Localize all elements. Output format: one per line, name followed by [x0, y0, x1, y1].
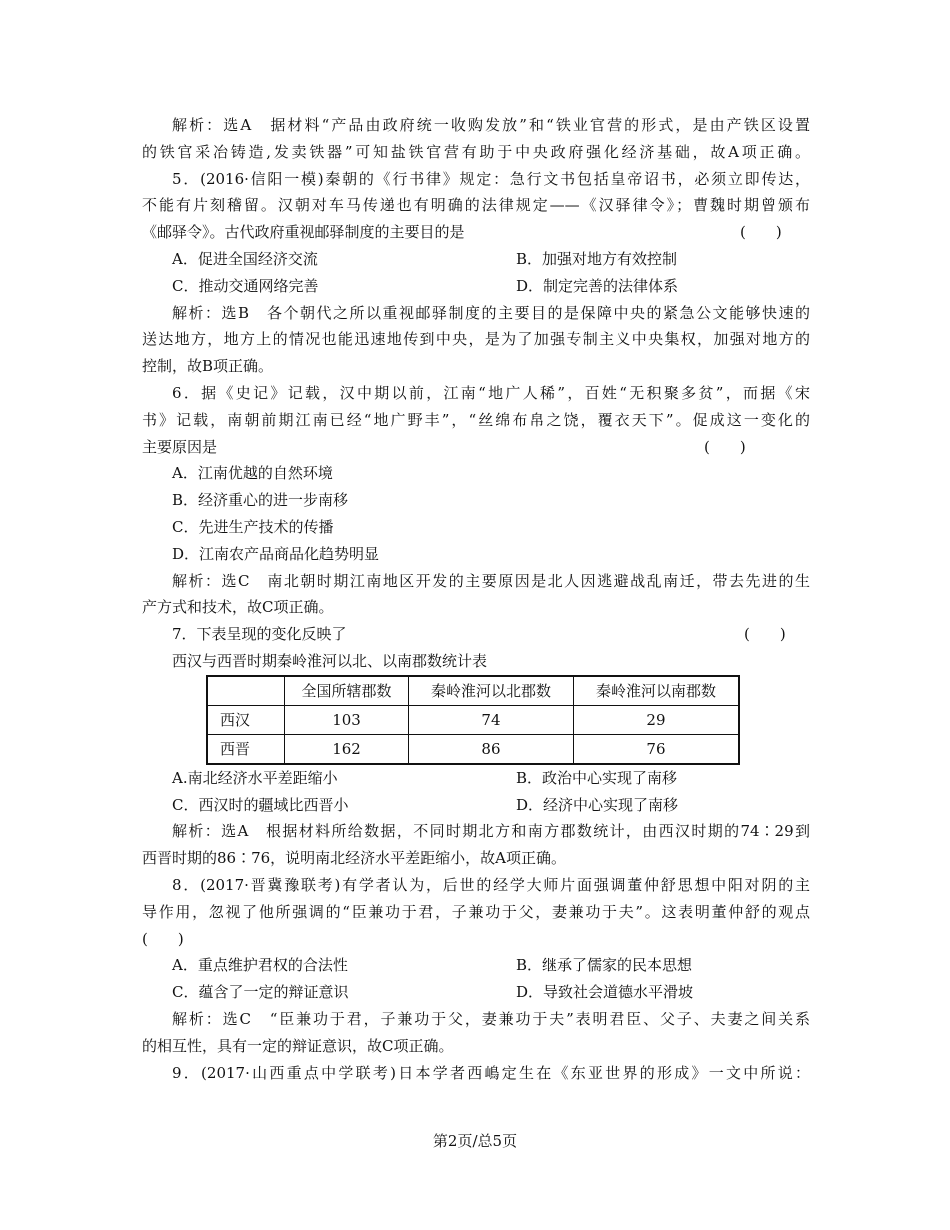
question-5-line: 5．(2016·信阳一模)秦朝的《行书律》规定：急行文书包括皇帝诏书，必须立即传达， — [172, 169, 810, 188]
text-line: 解析：选B 各个朝代之所以重视邮驿制度的主要目的是保障中央的紧急公文能够快速的 — [172, 303, 810, 322]
text-line: 不能有片刻稽留。汉朝对车马传递也有明确的法律规定——《汉驿律令》；曹魏时期曾颁布 — [142, 196, 810, 215]
data-table — [206, 675, 740, 765]
option-a: A．重点维护君权的合法性 — [172, 956, 348, 975]
options-row — [142, 792, 810, 819]
question-6-stem-end: 主要原因是 — [142, 437, 218, 456]
text-line: 的铁官采冶铸造,发卖铁器”可知盐铁官营有助于中央政府强化经济基础，故A项正确。 — [142, 142, 810, 161]
question-7-stem: 7．下表呈现的变化反映了 — [172, 625, 347, 644]
question-5-stem-end: 《邮驿令》。古代政府重视邮驿制度的主要目的是 — [142, 223, 465, 242]
text-line: 解析：选C “臣兼功于君，子兼功于父，妻兼功于夫”表明君臣、父子、夫妻之间关系 — [172, 1009, 810, 1028]
option-a: A．江南优越的自然环境 — [172, 464, 333, 483]
option-c: C．先进生产技术的传播 — [172, 517, 334, 536]
options-row — [142, 246, 810, 273]
answer-paren: ( ) — [142, 929, 184, 948]
text-line: 控制，故B项正确。 — [142, 357, 274, 376]
options-row — [142, 765, 810, 792]
option-d: D．江南农产品商品化趋势明显 — [172, 544, 380, 563]
text-line: 的相互性，具有一定的辩证意识，故C项正确。 — [142, 1036, 454, 1055]
table-caption: 西汉与西晋时期秦岭淮河以北、以南郡数统计表 — [172, 651, 488, 670]
text-line: 导作用，忽视了他所强调的“臣兼功于君，子兼功于父，妻兼功于夫”。这表明董仲舒的观点 — [142, 902, 810, 921]
text-line: 解析：选A 根据材料所给数据，不同时期北方和南方郡数统计，由西汉时期的74∶29到 — [172, 822, 810, 841]
answer-paren: ( ) — [740, 223, 782, 242]
answer-paren: ( ) — [704, 437, 746, 456]
table-cell: 162 — [285, 734, 409, 764]
option-c: C．西汉时的疆域比西晋小 — [172, 795, 349, 814]
table-cell: 86 — [409, 734, 574, 764]
option-b: B．经济重心的进一步南移 — [172, 491, 349, 510]
text-line — [142, 219, 810, 246]
table-cell: 76 — [573, 734, 739, 764]
text-line: 西晋时期的86∶76，说明南北经济水平差距缩小，故A项正确。 — [142, 849, 567, 868]
table-cell: 103 — [285, 705, 409, 734]
table-header-cell: 秦岭淮河以南郡数 — [573, 676, 739, 706]
table-cell: 西汉 — [207, 705, 285, 734]
option-b: B．政治中心实现了南移 — [516, 768, 678, 787]
options-row — [142, 979, 810, 1006]
table-header-row — [207, 676, 739, 706]
question-9-line: 9．(2017·山西重点中学联考)日本学者西嶋定生在《东亚世界的形成》一文中所说： — [172, 1063, 810, 1082]
table-row — [207, 734, 739, 764]
question-7-line — [142, 621, 810, 648]
table-header-cell — [207, 676, 285, 706]
table-cell: 74 — [409, 705, 574, 734]
table-cell: 西晋 — [207, 734, 285, 764]
text-line: 解析：选A 据材料“产品由政府统一收购发放”和“铁业官营的形式，是由产铁区设置 — [172, 116, 810, 134]
options-row — [142, 952, 810, 979]
page-footer: 第2页/总5页 — [432, 1132, 518, 1150]
text-line — [142, 434, 810, 461]
question-6-line: 6．据《史记》记载，汉中期以前，江南“地广人稀”，百姓“无积聚多贫”，而据《宋 — [172, 383, 810, 402]
table-row — [207, 705, 739, 734]
text-line: 产方式和技术，故C项正确。 — [142, 598, 334, 617]
options-row — [142, 273, 810, 300]
table-header-cell: 全国所辖郡数 — [285, 676, 409, 706]
option-b: B．继承了儒家的民本思想 — [516, 956, 693, 975]
option-c: C．蕴含了一定的辩证意识 — [172, 983, 349, 1002]
option-c: C．推动交通网络完善 — [172, 276, 319, 295]
option-d: D．制定完善的法律体系 — [516, 276, 679, 295]
option-d: D．导致社会道德水平滑坡 — [516, 983, 694, 1002]
document-page — [142, 112, 810, 1086]
answer-paren: ( ) — [744, 625, 786, 644]
question-8-line: 8．(2017·晋冀豫联考)有学者认为，后世的经学大师片面强调董仲舒思想中阳对阴的主 — [172, 875, 810, 894]
option-d: D．经济中心实现了南移 — [516, 795, 679, 814]
table-header-cell: 秦岭淮河以北郡数 — [409, 676, 574, 706]
text-line: 书》记载，南朝前期江南已经“地广野丰”，“丝绵布帛之饶，覆衣天下”。促成这一变化的 — [142, 410, 810, 429]
table-cell: 29 — [573, 705, 739, 734]
option-a: A.南北经济水平差距缩小 — [172, 768, 338, 787]
option-a: A．促进全国经济交流 — [172, 249, 318, 268]
text-line: 送达地方，地方上的情况也能迅速地传到中央，是为了加强专制主义中央集权，加强对地方的 — [142, 330, 810, 349]
option-b: B．加强对地方有效控制 — [516, 249, 678, 268]
text-line: 解析：选C 南北朝时期江南地区开发的主要原因是北人因逃避战乱南迁，带去先进的生 — [172, 571, 810, 590]
